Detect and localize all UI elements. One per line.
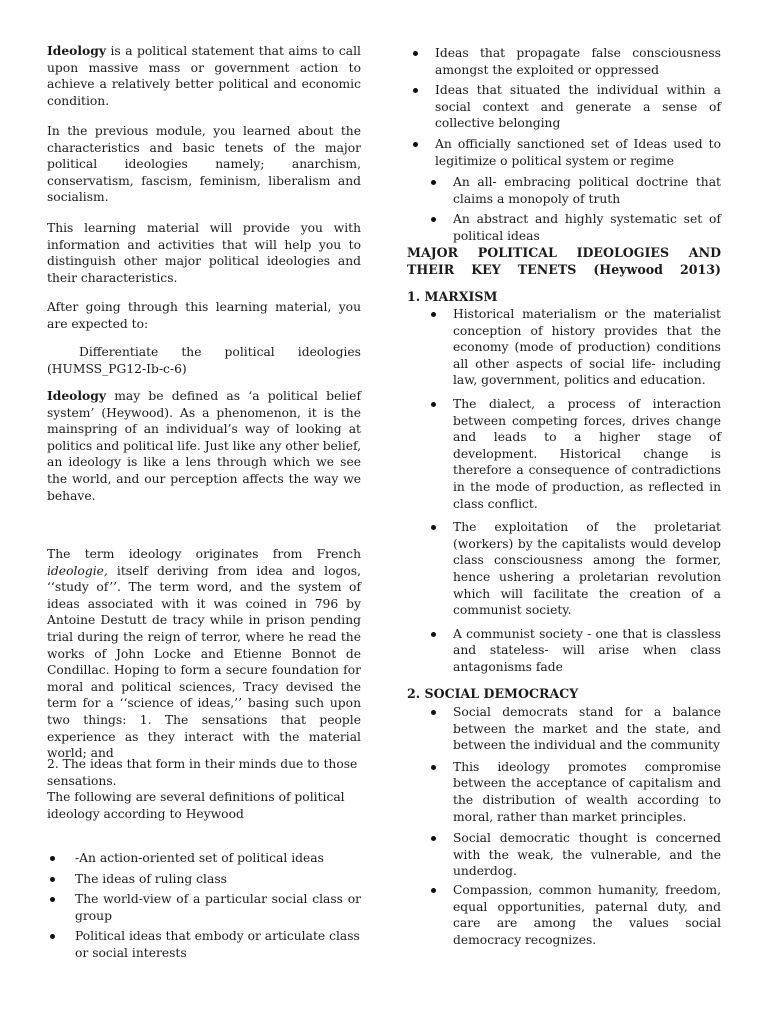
- list-item: [407, 174, 721, 207]
- sub-definitions-list: [407, 174, 721, 244]
- bullet-icon: [413, 142, 418, 147]
- list-item-text: The ideas of ruling class: [75, 871, 227, 886]
- intro-text: is a political statement that aims to call upon massive mass or government action to achieve a relatively better political and economic condition.: [47, 44, 361, 108]
- list-item-text: An abstract and highly systematic set of political ideas: [453, 212, 721, 243]
- bullet-icon: [431, 836, 436, 841]
- list-item-text: The world-view of a particular social class or group: [75, 892, 361, 923]
- marxism-heading: 1. MARXISM: [407, 289, 498, 304]
- list-item: [407, 45, 721, 78]
- origin-paragraph: [47, 546, 361, 762]
- list-item: [47, 928, 361, 961]
- bullet-icon: [431, 710, 436, 715]
- origin-text-a: The term ideology originates from French: [47, 547, 361, 561]
- origin-italic: ideologie,: [47, 563, 108, 578]
- list-item: [47, 891, 361, 924]
- list-item-text: Compassion, common humanity, freedom, equal opportunities, paternal duty, and care are among the values social democracy recognizes.: [453, 882, 721, 947]
- list-item-text: Political ideas that embody or articulate class or social interests: [75, 929, 360, 960]
- bullet-icon: [431, 765, 436, 770]
- list-item: [407, 519, 721, 619]
- list-item: [407, 759, 721, 825]
- bullet-icon: [431, 402, 436, 407]
- ideas-paragraph: 2. The ideas that form in their minds due to those sensations.: [47, 757, 358, 788]
- learning-material-paragraph: This learning material will provide you with information and activities that will help you to distinguish other major political ideologies and their characteristics.: [47, 221, 361, 285]
- intro-paragraph: [47, 43, 361, 109]
- definitions-intro: The following are several definitions of political ideology according to Heywood: [47, 790, 345, 821]
- more-definitions-list: [407, 45, 721, 169]
- list-item-text: A communist society - one that is classless and stateless- will arise when class antagonisms fade: [453, 626, 721, 674]
- list-item-text: Social democrats stand for a balance between the market and the state, and between the individual and the community: [453, 705, 721, 753]
- previous-module-paragraph: In the previous module, you learned about the characteristics and basic tenets of the major political ideologies namely; anarchism, conservatism, fascism, feminism, liberalism and socialism.: [47, 124, 361, 205]
- list-item: [407, 306, 721, 389]
- ideology-definition-paragraph: [47, 388, 361, 504]
- list-item-text: Ideas that situated the individual within a social context and generate a sense of collective belonging: [435, 83, 721, 131]
- list-item: [47, 871, 361, 888]
- list-item: [407, 830, 721, 880]
- list-item: [407, 396, 721, 512]
- bullet-icon: [431, 525, 436, 530]
- list-item-text: Ideas that propagate false consciousness amongst the exploited or oppressed: [435, 46, 721, 77]
- bullet-icon: [431, 180, 436, 185]
- bullet-icon: [50, 856, 55, 861]
- list-item-text: An officially sanctioned set of Ideas used to legitimize o political system or regime: [435, 136, 721, 168]
- bullet-icon: [50, 934, 55, 939]
- list-item: [407, 626, 721, 676]
- bullet-icon: [431, 217, 436, 222]
- list-item-text: An all- embracing political doctrine that claims a monopoly of truth: [453, 175, 721, 206]
- list-item: [407, 136, 721, 169]
- section-heading: MAJOR POLITICAL IDEOLOGIES AND THEIR KEY TENETS (Heywood 2013): [407, 245, 721, 277]
- list-item: [407, 82, 721, 132]
- list-item: [407, 211, 721, 244]
- bullet-icon: [50, 877, 55, 882]
- heywood-definitions-list: [47, 850, 361, 962]
- bullet-icon: [431, 632, 436, 637]
- list-item: [407, 704, 721, 754]
- list-item-text: Social democratic thought is concerned with the weak, the vulnerable, and the underdog.: [453, 831, 721, 879]
- list-item: [47, 850, 361, 867]
- social-democracy-heading: 2. SOCIAL DEMOCRACY: [407, 686, 579, 701]
- list-item-text: The exploitation of the proletariat (workers) by the capitalists would develop class consciousness among the former, hence ushering a proletarian revolution which will facilitate the creation of a communist society.: [453, 520, 721, 618]
- bullet-icon: [413, 88, 418, 93]
- list-item-text: This ideology promotes compromise between the acceptance of capitalism and the distribution of wealth according to moral, rather than market principles.: [453, 759, 721, 824]
- bullet-icon: [50, 897, 55, 902]
- origin-text-b: itself deriving from idea and logos, ‘‘study of’’. The term word, and the system of ideas associated with it was coined in 796 by Antoine Destutt de tracy while in prison pending trial during the reign of terror, where he read the works of John Locke and Etienne Bonnot de Condillac. Hoping to form a secure foundation for moral and political sciences, Tracy devised the term for a ‘‘science of ideas,’’ basing such upon two things: 1. The sensations that people experience as they interact with the material world; and: [47, 563, 361, 761]
- bullet-icon: [431, 312, 436, 317]
- bullet-icon: [413, 51, 418, 56]
- objective-paragraph: Differentiate the political ideologies (HUMSS_PG12-Ib-c-6): [47, 345, 361, 376]
- definition-text: may be defined as ‘a political belief system’ (Heywood). As a phenomenon, it is the mainspring of an individual’s way of looking at politics and political life. Just like any other belief, an ideology is like a lens through which we see the world, and our perception affects the way we behave.: [47, 389, 362, 503]
- ideology-term: Ideology: [47, 43, 106, 58]
- expectation-paragraph: After going through this learning material, you are expected to:: [47, 300, 361, 331]
- list-item-text: -An action-oriented set of political ideas: [75, 851, 324, 865]
- list-item-text: Historical materialism or the materialist conception of history provides that the economy (mode of production) conditions all other aspects of social life- including law, government, politics and education.: [453, 307, 721, 388]
- marxism-list: [407, 306, 721, 675]
- ideology-term-2: Ideology: [47, 388, 106, 403]
- list-item-text: The dialect, a process of interaction between competing forces, drives change and leads to a higher stage of development. Historical change is therefore a consequence of contradictions in the mode of production, as reflected in class conflict.: [453, 396, 721, 511]
- bullet-icon: [431, 888, 436, 893]
- list-item: [407, 882, 721, 948]
- social-democracy-list: [407, 704, 721, 948]
